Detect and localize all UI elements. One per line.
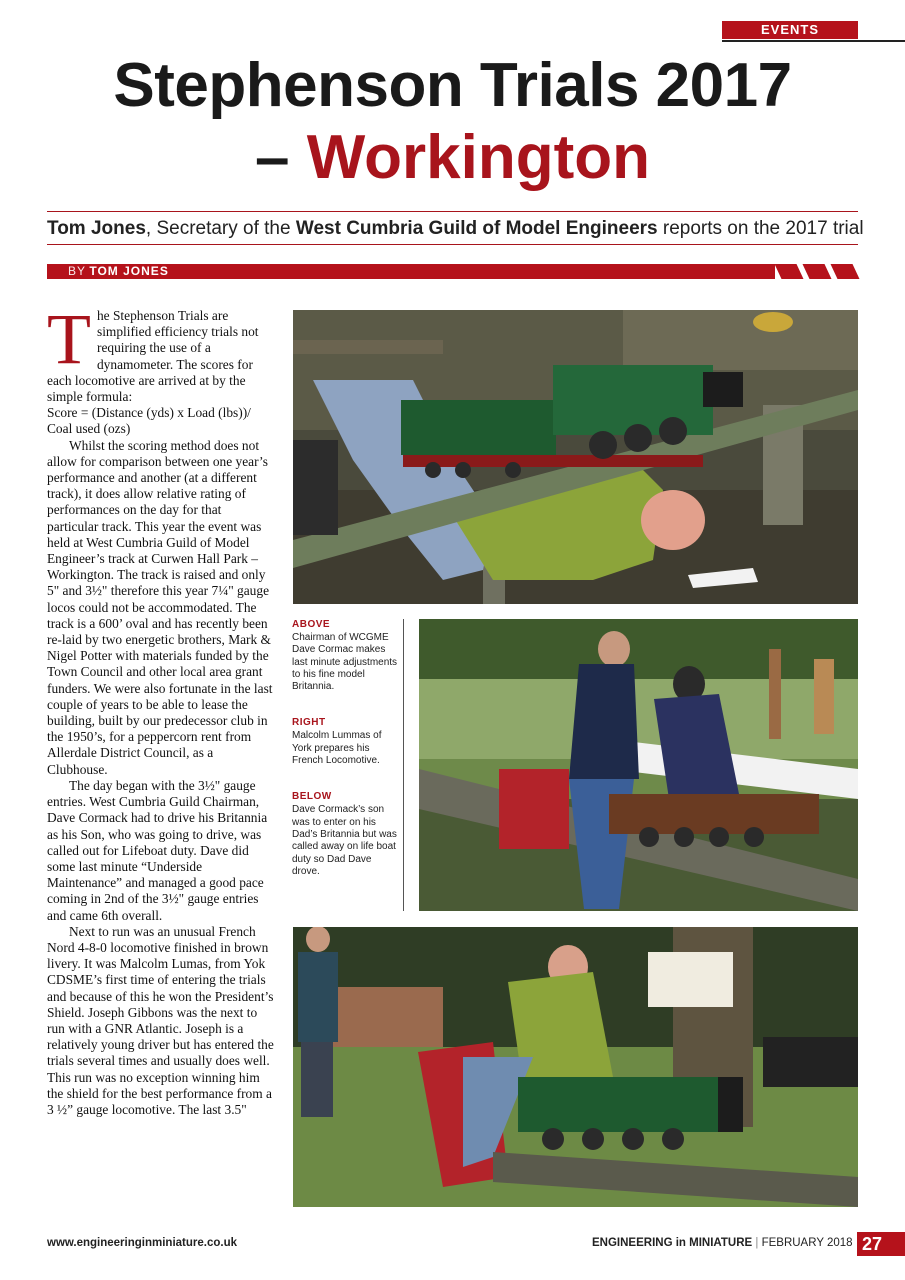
formula-line-2: Coal used (ozs)	[47, 421, 131, 437]
footer-separator: |	[752, 1237, 762, 1249]
byline-chevron	[803, 264, 832, 279]
standfirst-org: West Cumbria Guild of Model Engineers	[295, 218, 658, 239]
caption-divider	[403, 619, 404, 911]
standfirst	[47, 216, 864, 242]
standfirst-rule-top	[47, 211, 858, 212]
photo-malcolm-french-loco	[419, 619, 858, 911]
body-paragraph-1: he Stephenson Trials are simplified efficiency trials not requiring the use of a dynamometer. The scores for each locomotive are arrived at by the simple formula:	[47, 308, 259, 405]
title-dash: –	[255, 123, 307, 192]
drop-cap: T	[47, 299, 91, 379]
byline-chevron	[775, 264, 804, 279]
caption-above	[292, 619, 400, 693]
body-paragraph-3: The day began with the 3½" gauge entries. West Cumbria Guild Chairman, Dave Cormack had to drive his Britannia as his Son, who was going to drive, was called out for Lifeboat duty. Dave did some last minute “Underside Maintenance” and managed a good pace coming in 2nd of the 3½" gauge entries and came 6th overall.	[47, 777, 268, 923]
footer-mag-post: MINIATURE	[685, 1237, 753, 1249]
footer-magazine	[592, 1237, 853, 1249]
footer-mag-in: in	[675, 1237, 686, 1249]
article-body	[47, 299, 276, 1118]
caption-below	[292, 791, 400, 878]
footer-mag-pre: ENGINEERING	[592, 1237, 676, 1249]
caption-head: RIGHT	[292, 717, 326, 729]
photo-above-illustration	[293, 310, 858, 604]
caption-head: BELOW	[292, 791, 332, 803]
body-paragraph-4: Next to run was an unusual French Nord 4-8-0 locomotive finished in brown livery. It was Malcolm Lumas, from Yok CDSME’s first time of entering the trials and because of this he won the President’s Shield. Joseph Gibbons was the next to run with a GNR Atlantic. Joseph is a relatively young driver but has entered the trials several times and usually does well. This run was no exception winning him the shield for the best performance from a 3 ½” gauge locomotive. The last 3.5"	[47, 923, 274, 1117]
photo-dave-driving	[293, 927, 858, 1207]
footer-website[interactable]: www.engineeringinminiature.co.uk	[47, 1237, 237, 1249]
standfirst-mid: , Secretary of the	[145, 218, 296, 239]
body-paragraph-2: Whilst the scoring method does not allow for comparison between one year’s performance and another (at a different track), it does allow relative rating of performances on the day for that particular track. This year the event was held at West Cumbria Guild of Model Engineer’s track at Curwen Hall Park – Workington. The track is raised and only 5" and 3½" therefore this year 7¼" gauge locos could not be accommodated. The track is a 600’ oval and has recently been re-laid by two energetic brothers, Mark & Nigel Potter with materials funded by the Town Council and other local area grant funders. We were also fortunate in the last couple of years to be able to lease the building, built by our predecessor club in the 1950’s, for a peppercorn rent from Allerdale District Council, as a Clubhouse.	[47, 437, 273, 777]
standfirst-tail: reports on the 2017 trial	[657, 218, 864, 239]
formula-line-1: Score = (Distance (yds) x Load (lbs))/	[47, 405, 251, 421]
byline-name: TOM JONES	[89, 264, 169, 278]
photo-chairman-britannia	[293, 310, 858, 604]
page-number: 27	[857, 1232, 905, 1256]
article-title-line2	[0, 122, 905, 194]
caption-text: Chairman of WCGME Dave Cormac makes last minute adjustments to his fine model Britannia.	[292, 632, 398, 693]
caption-head: ABOVE	[292, 619, 331, 630]
section-rule	[722, 40, 905, 42]
caption-text: Dave Cormack’s son was to enter on his Dad’s Britannia but was called away on life boat duty so Dad Dave drove.	[292, 804, 397, 877]
standfirst-author: Tom Jones	[47, 218, 146, 239]
caption-text: Malcolm Lummas of York prepares his French Locomotive.	[292, 730, 382, 767]
byline-by: BY	[68, 264, 87, 278]
title-place: Workington	[306, 123, 650, 192]
standfirst-rule-bottom	[47, 244, 858, 245]
photo-right-illustration	[419, 619, 858, 911]
byline-chevron	[831, 264, 860, 279]
article-title-line1: Stephenson Trials 2017	[113, 51, 792, 120]
photo-below-illustration	[293, 927, 858, 1207]
caption-right	[292, 717, 400, 767]
footer-date: FEBRUARY 2018	[761, 1237, 853, 1249]
caption-column	[292, 619, 400, 902]
byline	[68, 264, 169, 279]
section-tag: EVENTS	[722, 21, 858, 39]
